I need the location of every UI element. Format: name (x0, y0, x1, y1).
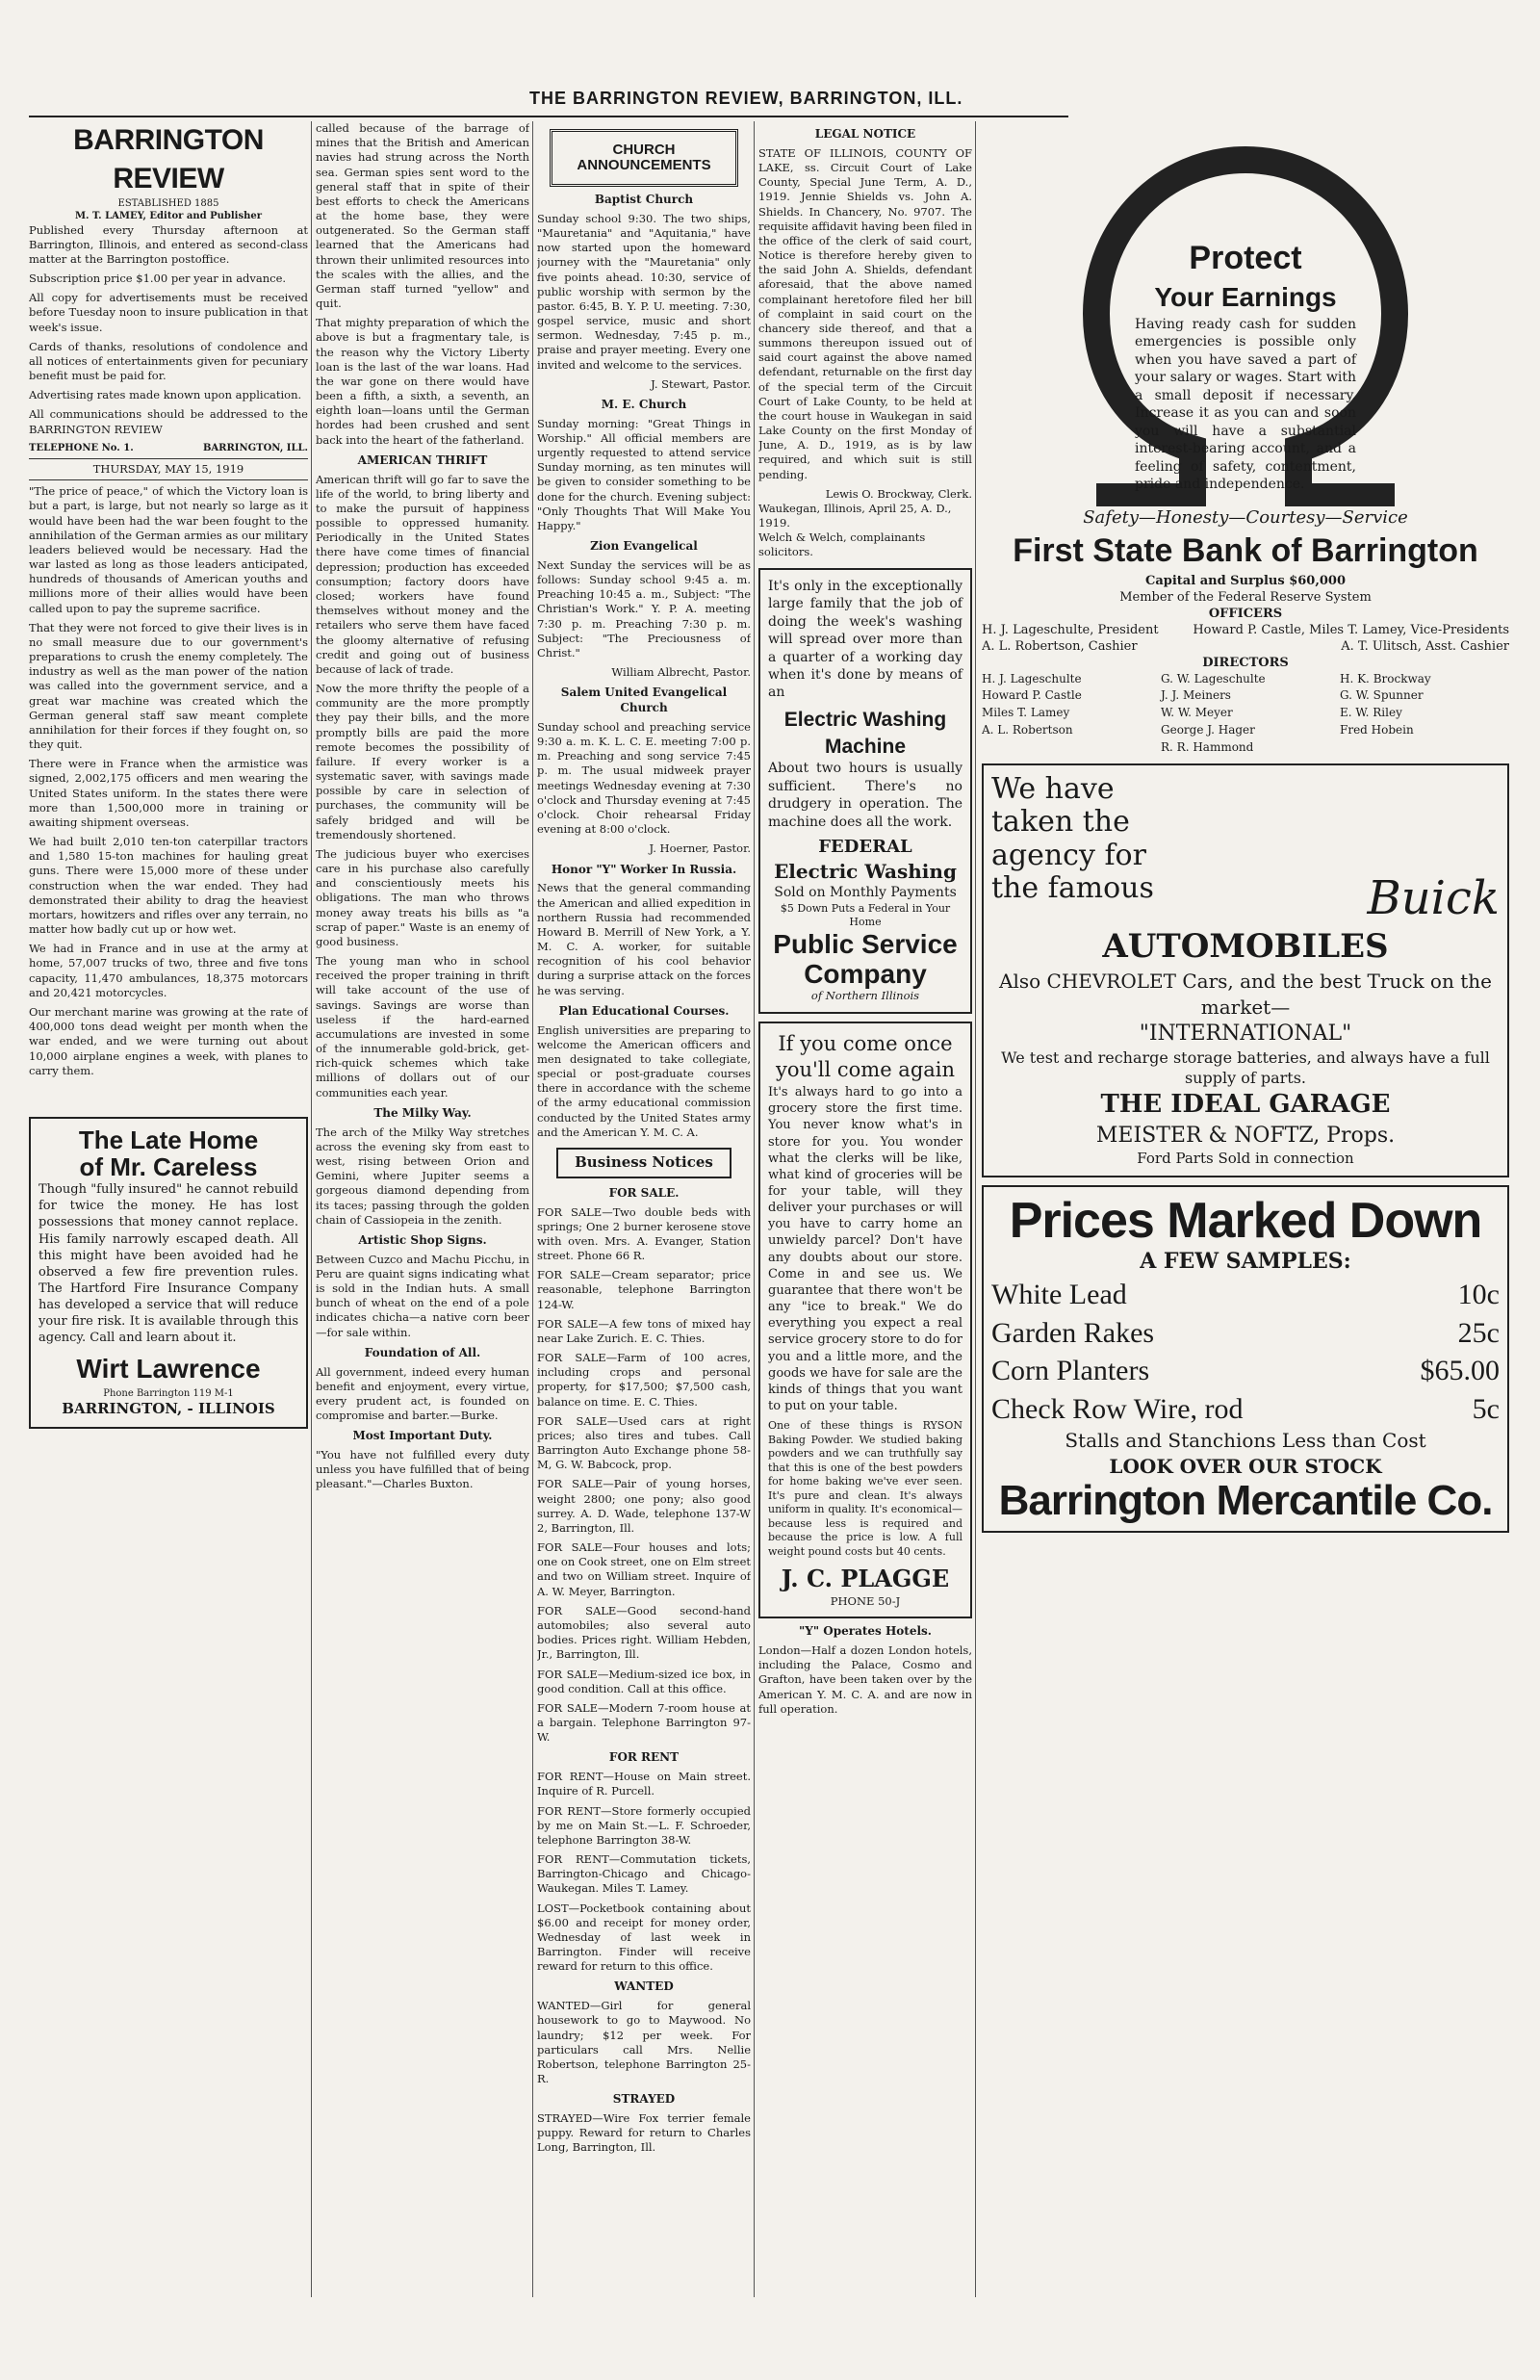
editorial-p1: "The price of peace," of which the Victory loan is but a part, is large, but not nearly so large as it would have been had the war been fought to the annihilation of the German armies as our military leaders believed would be necessary. Had the war lasted as long as those leaders anticipated, hundreds of thousands of American youths and millions more of their allies would have been called upon to pay the supreme sacrifice. (29, 484, 308, 615)
mercantile-name: Barrington Mercantile Co. (998, 1477, 1493, 1525)
director-name (982, 740, 1151, 756)
cards-note: Cards of thanks, resolutions of condolence and all notices of entertainments given for pecuniary benefit must be paid for. (29, 339, 308, 383)
editorial-p3: There were in France when the armistice was signed, 2,002,175 officers and men wearing the United States uniform. In the states there were more than 1,500,000 more in training or awaiting shipment overseas. (29, 757, 308, 829)
baptist-heading: Baptist Church (594, 193, 694, 206)
bank-ad (982, 121, 1509, 756)
company-name: Public Service Company (773, 928, 958, 989)
price-item-price: $65.00 (1420, 1355, 1500, 1387)
notice-item: FOR SALE—Cream separator; price reasonable, telephone Barrington 124-W. (537, 1268, 751, 1311)
electric-down: $5 Down Puts a Federal in Your Home (780, 901, 951, 929)
director-name: George J. Hager (1161, 723, 1255, 737)
electric-washer-ad (758, 568, 972, 1014)
y-hotels-text: London—Half a dozen London hotels, including the Palace, Cosmo and Grafton, have been taken over by the American Y. M. C. A. and are now in full operation. (758, 1643, 972, 1716)
director-name: Howard P. Castle (982, 688, 1082, 703)
directors-heading: DIRECTORS (1202, 656, 1289, 671)
officer-vps: Howard P. Castle, Miles T. Lamey, Vice-Presidents (1193, 623, 1509, 638)
col2-p6: The young man who in school received the proper training in thrift will take account of the use of savings. Savings are worse than useless if the hard-earned accumulations are invested in some of the innumerable gold-brick, get-rich-quick schemes which take millions of dollars out of our communities each year. (316, 954, 529, 1099)
lost-ad: LOST—Pocketbook containing about $6.00 and receipt for money order, Wednesday of last week in Barrington. Finder will receive reward for return to this office. (537, 1901, 751, 1974)
bank-capital: Capital and Surplus $60,000 (1145, 573, 1346, 588)
salem-sign: J. Hoerner, Pastor. (649, 841, 751, 856)
column-rule (532, 121, 533, 2297)
business-notices-title: Business Notices (556, 1148, 732, 1178)
column-rule (311, 121, 312, 2297)
grocery-head-2: you'll come again (775, 1058, 956, 1082)
notice-item: FOR RENT—House on Main street. Inquire of R. Purcell. (537, 1770, 751, 1798)
director-name: J. J. Meiners (1161, 688, 1231, 703)
garage-line-2: taken the (991, 805, 1130, 840)
price-item (991, 1390, 1500, 1429)
business-ads (537, 1205, 751, 1746)
salem-text: Sunday school and preaching service 9:30 a. m. K. L. C. E. meeting 7:00 p. m. Preaching and song service 7:45 p. m. The usual midweek prayer meetings Wednesday evening at 7:30 o'clock and Thursday evening at 7:45 o'clock. Choir rehearsal Friday evening at 8:00 o'clock. (537, 719, 751, 837)
prices-title: Prices Marked Down (1009, 1193, 1482, 1250)
subscription-note: Subscription price $1.00 per year in advance. (29, 272, 287, 286)
shop-signs-heading: Artistic Shop Signs. (358, 1232, 487, 1247)
look-line: LOOK OVER OUR STOCK (1109, 1454, 1382, 1478)
garage-line-1: We have (991, 771, 1115, 806)
foundation-heading: Foundation of All. (364, 1345, 481, 1359)
director-name: R. R. Hammond (1161, 739, 1254, 754)
insurance-town: BARRINGTON, - ILLINOIS (62, 1399, 275, 1417)
notice-item: FOR SALE—Pair of young horses, weight 2800; one pony; also good surrey. A. D. Wade, telephone 137-W 2, Barrington, Ill. (537, 1477, 751, 1535)
grocery-head-1: If you come once (778, 1031, 953, 1055)
telephone-line (29, 442, 308, 454)
notice-item: FOR RENT—Commutation tickets, Barrington-Chicago and Chicago-Waukegan. Miles T. Lamey. (537, 1852, 751, 1896)
published-note: Published every Thursday afternoon at Barrington, Illinois, and entered as second-class matter at the Barrington postoffice. (29, 222, 308, 266)
ford-parts: Ford Parts Sold in connection (1137, 1149, 1354, 1167)
automobiles-heading: AUTOMOBILES (1102, 927, 1389, 967)
buick-logo: Buick (1367, 871, 1500, 926)
samples-heading: A FEW SAMPLES: (1140, 1249, 1351, 1275)
omega-graphic (1058, 121, 1433, 506)
price-item-price: 10c (1457, 1279, 1500, 1311)
notice-item: FOR SALE—Modern 7-room house at a bargain. Telephone Barrington 97-W. (537, 1700, 751, 1745)
director-name (1340, 740, 1509, 756)
column-3 (537, 121, 751, 2365)
insurance-phone: Phone Barrington 119 M-1 (103, 1387, 234, 1399)
plan-text: English universities are preparing to welcome the American officers and men designated to take collegiate, special or post-graduate courses there in accordance with the scheme of the army educational commission conducted by the United States army and the American Y. M. C. A. (537, 1022, 751, 1139)
price-item (991, 1352, 1500, 1390)
zion-heading: Zion Evangelical (590, 539, 698, 554)
salem-heading: Salem United Evangelical Church (560, 686, 728, 715)
legal-clerk: Lewis O. Brockway, Clerk. (825, 486, 972, 501)
column-2 (316, 121, 529, 2365)
officers-row-2 (982, 638, 1509, 655)
federal-brand: FEDERAL (818, 837, 912, 858)
price-list (991, 1276, 1500, 1428)
plan-heading: Plan Educational Courses. (558, 1003, 730, 1018)
col2-p10: "You have not fulfilled every duty unless you have fulfilled that of being pleasant."—Charles Buxton. (316, 1448, 529, 1491)
price-item (991, 1276, 1500, 1314)
price-item-name: Garden Rakes (991, 1316, 1155, 1349)
insurance-ad (29, 1117, 308, 1429)
notice-item: FOR SALE—A few tons of mixed hay near Lake Zurich. E. C. Thies. (537, 1316, 751, 1345)
officers-row-1 (982, 622, 1509, 638)
col2-p5: The judicious buyer who exercises care in his purchase also carefully and conscientiously meets his obligations. The man who throws money away treats his bills as "a scrap of paper." Waste is an enemy of good business. (316, 846, 529, 948)
legal-sol: Welch & Welch, complainants solicitors. (758, 530, 926, 559)
col2-p1: called because of the barrage of mines that the British and American navies had strung across the North sea. German spies sent word to the general staff that in spite of their best efforts to check the Americans at the home base, they were outgenerated. So the German staff learned that the Americans had thrown their unlimited resources into the scales with the allies, and the German staff turned "yellow" and quit. (316, 121, 529, 311)
officer-president: H. J. Lageschulte, President (982, 623, 1159, 638)
column-rule (754, 121, 755, 2297)
established: ESTABLISHED 1885 (117, 198, 219, 210)
notice-item: FOR SALE—Good second-hand automobiles; also several auto bodies. Prices right. William Hebden, Jr., Barrington, Ill. (537, 1603, 751, 1662)
notice-item: FOR SALE—Used cars at right prices; also tires and tubes. Call Barrington Auto Exchange phone 58-M, G. W. Babcock, prop. (537, 1413, 751, 1472)
director-name: Fred Hobein (1340, 723, 1414, 737)
grocery-text: It's always hard to go into a grocery store the first time. You never know what's in store for you. You wonder what the clerks will be like, what kind of groceries will be for your table, will they deliver your purchases or will you have to carry home an unwieldy parcel? Don't have any doubts about our store. Come in and see us. We guarantee that there won't be any "ice to break." We do everything you expect a real service grocery store to do for you and a little more, and the goods we have for sale are the kinds of things that you want to put on your table. (768, 1085, 962, 1414)
officer-cashier: A. L. Robertson, Cashier (982, 639, 1138, 655)
insurance-text: Though "fully insured" he cannot rebuild for twice the money. He has lost possessions that money cannot replace. His family narrowly escaped death. All this might have been avoided had he observed a few fire prevention rules. The Hartford Fire Insurance Company has developed a service that will reduce your fire risk. It is available through this agency. Call and learn about it. (38, 1182, 298, 1346)
price-item-price: 5c (1472, 1392, 1500, 1425)
editorial-p2: That they were not forced to give their lives is in no small measure due to our government's preparations to crush the enemy completely. The industry as well as the man power of the nation was called into the government service, and a great war machine was created which the German general staff saw meant complete annihilation for their forces if they fought on, so they quit. (29, 620, 308, 752)
editorial-p6: Our merchant marine was growing at the rate of 400,000 tons dead weight per month when the war ended, and we were turning out about 10,000 airplane engines a week, with planes to carry them. (29, 1005, 308, 1077)
col2-p7: The arch of the Milky Way stretches across the evening sky from east to west, rising between Orion and Gemini, where Jupiter seems a gorgeous diamond depending from its taces; passing through the golden chain of Cassiopeia in the zenith. (316, 1125, 529, 1227)
editor-line: M. T. LAMEY, Editor and Publisher (74, 211, 263, 222)
bank-member: Member of the Federal Reserve System (1119, 589, 1372, 605)
notice-item: FOR SALE—Four houses and lots; one on Cook street, one on Elm street and two on William street. Inquire of A. W. Meyer, Barrington. (537, 1540, 751, 1598)
price-item-name: Check Row Wire, rod (991, 1392, 1244, 1425)
garage-famous: the famous (991, 871, 1154, 906)
director-name: H. K. Brockway (1340, 671, 1431, 686)
thrift-heading: AMERICAN THRIFT (357, 453, 488, 467)
strayed-heading: STRAYED (612, 2092, 676, 2107)
international-line: "INTERNATIONAL" (1139, 1022, 1352, 1047)
church-badge: CHURCH ANNOUNCEMENTS (550, 129, 738, 187)
strayed-ad: STRAYED—Wire Fox terrier female puppy. Reward for return to Charles Long, Barrington, Ill. (537, 2111, 751, 2155)
editorial-p5: We had in France and in use at the army at home, 57,007 trucks of two, three and five tons capacity, 11,470 ambulances, 18,375 motorcars and 20,421 motorcycles. (29, 942, 308, 999)
advertising-note: Advertising rates made known upon application. (29, 388, 302, 402)
ad-column (982, 121, 1509, 2365)
battery-line: We test and recharge storage batteries, and always have a full supply of parts. (1001, 1048, 1490, 1088)
director-name: G. W. Spunner (1340, 688, 1424, 703)
directors-grid (982, 672, 1509, 756)
me-text: Sunday morning: "Great Things in Worship." All official members are urgently requested to attend service Sunday morning, as ten minutes will be given to consider something to be done for the church. Evening subject: "Only Thoughts That Will Make You Happy." (537, 416, 751, 532)
insurance-agent: Wirt Lawrence (76, 1353, 261, 1384)
prices-ad (982, 1185, 1509, 1533)
officers-heading: OFFICERS (1208, 606, 1283, 621)
bank-text: Having ready cash for sudden emergencies is possible only when you have saved a part of your salary or wages. Start with a small deposit if necessary. Increase it as you can and soon you will have a substantial interest-bearing account, and a feeling of safety, contentment, pride and independence. (1135, 316, 1356, 493)
col2-p8: Between Cuzco and Machu Picchu, in Peru are quaint signs indicating what is sold in the Indian huts. A small bunch of wheat on the end of a pole indicates chicha—a native corn beer—for sale within. (316, 1252, 529, 1339)
legal-heading: LEGAL NOTICE (814, 127, 916, 141)
grocery-name: J. C. PLAGGE (781, 1565, 950, 1593)
company-region: of Northern Illinois (810, 989, 920, 1003)
legal-text: STATE OF ILLINOIS, COUNTY OF LAKE, ss. Circuit Court of Lake County, Special June Term, A. D., 1919. Jennie Shields vs. John A. Shields. In Chancery, No. 9707. The requisite affidavit having been filed in the office of the clerk of said court, Notice is therefore hereby given to the said John A. Shields, defendant aforesaid, that the above named complainant heretofore filed her bill of complaint in said court on the chancery side thereof, and that a summons thereupon issued out of said court against the above named defendant, returnable on the first day of the special term of the Circuit Court of Lake County, to be held at the court house in Waukegan in said Lake County on the first Monday of June, A. D., 1919, as is by law required, and which suit is still pending. (758, 145, 972, 481)
town: BARRINGTON, ILL. (202, 442, 308, 453)
telephone: TELEPHONE No. 1. (29, 442, 134, 453)
garage-line-3: agency for (991, 838, 1146, 872)
garage-line-4 (991, 872, 1500, 925)
baptist-sign: J. Stewart, Pastor. (651, 376, 751, 391)
director-name: W. W. Meyer (1161, 706, 1233, 720)
masthead-title: BARRINGTON REVIEW (73, 124, 264, 194)
electric-p2: About two hours is usually sufficient. There's no drudgery in operation. The machine does all the work. (768, 761, 962, 830)
director-name: A. L. Robertson (982, 723, 1073, 737)
grocery-ad (758, 1022, 972, 1619)
me-heading: M. E. Church (601, 397, 687, 411)
column-rule (975, 121, 976, 2297)
grocery-rysun: One of these things is RYSON Baking Powder. We studied baking powders and we can truthfully say that this is one of the best powders for home baking we've ever seen. It's pure and clean. It's always uniform in quality. It's economical—because less is required and because the price is low. A full weight pound costs but 40 cents. (768, 1419, 962, 1558)
electric-heading: Electric Washing Machine (783, 708, 947, 758)
garage-props: MEISTER & NOFTZ, Props. (1095, 1123, 1396, 1148)
editorial-p4: We had built 2,010 ten-ton caterpillar tractors and 1,580 15-ton machines for hauling great guns. There were 15,000 more of these under construction when the war ended. They had demonstrated their ability to drag the heaviest mortars, howitzers and rifles over any terrain, no matter how badly cut up or how wet. (29, 835, 308, 937)
zion-text: Next Sunday the services will be as follows: Sunday school 9:45 a. m. Preaching 10:45 a. m., Subject: "The Christian's Work." Y. P. A. meeting 7:30 p. m. Preaching 7:30 p. m. Subject: "The Preciousness of Christ." (537, 557, 751, 660)
price-item-name: Corn Planters (991, 1355, 1150, 1387)
price-item (991, 1314, 1500, 1353)
director-name: Miles T. Lamey (982, 706, 1070, 720)
director-name: E. W. Riley (1340, 706, 1402, 720)
zion-sign: William Albrecht, Pastor. (611, 665, 751, 680)
y-hotels-heading: "Y" Operates Hotels. (799, 1624, 932, 1639)
director-name: G. W. Lageschulte (1161, 671, 1266, 686)
earnings-heading: Your Earnings (1154, 281, 1337, 312)
col2-p2: That mighty preparation of which the above is but a fragmentary tale, is the reason why the Victory Liberty loan is the last of the war loans. Had the war gone on there would have been a fifth, a sixth, a seventh, an eighth loan—loans until the German hordes had been crushed and sent back into the heart of the fatherland. (316, 316, 529, 447)
wanted-ad: WANTED—Girl for general housework to go to Maywood. No laundry; $12 per week. For particulars call Mrs. Nellie Robertson, telephone Barrington 25-R. (537, 1999, 751, 2086)
column-4 (758, 121, 972, 2365)
director-name: H. J. Lageschulte (982, 671, 1082, 686)
rent-ads (537, 1770, 751, 1896)
price-item-name: White Lead (991, 1279, 1127, 1311)
copy-note: All copy for advertisements must be received before Tuesday noon to insure publication in that week's issue. (29, 291, 308, 334)
notice-item: FOR SALE—Medium-sized ice box, in good condition. Call at this office. (537, 1667, 751, 1695)
page-header (29, 89, 1068, 117)
for-sale-heading: FOR SALE. (608, 1185, 680, 1200)
stalls-line: Stalls and Stanchions Less than Cost (1065, 1429, 1426, 1453)
electric-terms: Sold on Monthly Payments (774, 885, 957, 901)
baptist-text: Sunday school 9:30. The two ships, "Mauretania" and "Aquitania," have now started upon the homeward journey with the "Mauretania" only five points ahead. 10:30, service of public worship with sermon by the pastor. 6:45, B. Y. P. U. meeting. 7:30, gospel service, music and short sermon. Wednesday, 7:45 p. m., praise and prayer meeting. Every one invited and welcome to the services. (537, 211, 751, 372)
header-title: THE BARRINGTON REVIEW, BARRINGTON, ILL. (529, 89, 963, 108)
column-1 (29, 121, 308, 2365)
insurance-title-2: of Mr. Careless (79, 1152, 258, 1182)
honor-heading: Honor "Y" Worker In Russia. (551, 862, 737, 876)
bank-name: First State Bank of Barrington (1013, 531, 1478, 569)
communications-note: All communications should be addressed to the BARRINGTON REVIEW (29, 407, 308, 436)
col2-p4: Now the more thrifty the people of a community are the more promptly they pay their bills, and the more promptly bills are paid the more remote becomes the possibility of failure. If every worker is a systematic saver, with savings made possible by care in selection of purchases, the community will be safely bridged and will be tremendously shortened. (316, 682, 529, 841)
duty-heading: Most Important Duty. (352, 1429, 493, 1443)
for-rent-heading: FOR RENT (608, 1750, 680, 1765)
milky-way-heading: The Milky Way. (373, 1105, 472, 1120)
col2-p9: All government, indeed every human benefit and enjoyment, every virtue, every prudent act, is founded on compromise and barter.—Burke. (316, 1364, 529, 1423)
notice-item: FOR SALE—Farm of 100 acres, including crops and personal property, for $17,500; $7,500 cash, balance on time. E. C. Thies. (537, 1351, 751, 1409)
protect-heading: Protect (1189, 240, 1302, 276)
garage-ad (982, 763, 1509, 1178)
wanted-heading: WANTED (614, 1979, 674, 1994)
garage-name: THE IDEAL GARAGE (1100, 1090, 1391, 1120)
col2-p3: American thrift will go far to save the life of the world, to bring liberty and to make the pursuit of happiness possible to oppressed humanity. Periodically in the United States there have come times of financial depression; production has exceeded consumption; factory doors have closed; workers have found themselves without money and the retailers who serve them have faced the gloomy alternative of refusing credit and going out of business because of lack of trade. (316, 472, 529, 676)
insurance-title-1: The Late Home (78, 1125, 259, 1154)
bank-motto: Safety—Honesty—Courtesy—Service (1083, 507, 1408, 528)
price-item-price: 25c (1457, 1316, 1500, 1349)
honor-text: News that the general commanding the American and allied expedition in northern Russia had recommended Howard B. Merrill of New York, a Y. M. C. A. worker, for suitable recognition of his cool behavior during a surprise attack on the forces he was serving. (537, 881, 751, 997)
chevrolet-line: Also CHEVROLET Cars, and the best Truck on the market— (999, 970, 1492, 1019)
federal-sub: Electric Washing (774, 859, 957, 883)
notice-item: FOR RENT—Store formerly occupied by me on Main St.—L. F. Schroeder, telephone Barrington 38-W. (537, 1803, 751, 1847)
notice-item: FOR SALE—Two double beds with springs; One 2 burner kerosene stove with oven. Mrs. A. Evanger, Station street. Phone 66 R. (537, 1204, 751, 1263)
legal-place: Waukegan, Illinois, April 25, A. D., 1919. (758, 501, 952, 530)
grocery-phone: PHONE 50-J (830, 1594, 901, 1609)
officer-asst-cashier: A. T. Ulitsch, Asst. Cashier (1341, 639, 1509, 655)
issue-date: THURSDAY, MAY 15, 1919 (29, 458, 308, 480)
electric-p1: It's only in the exceptionally large family that the job of doing the week's washing will spread over more than a quarter of a working day when it's done by means of an (768, 578, 962, 701)
